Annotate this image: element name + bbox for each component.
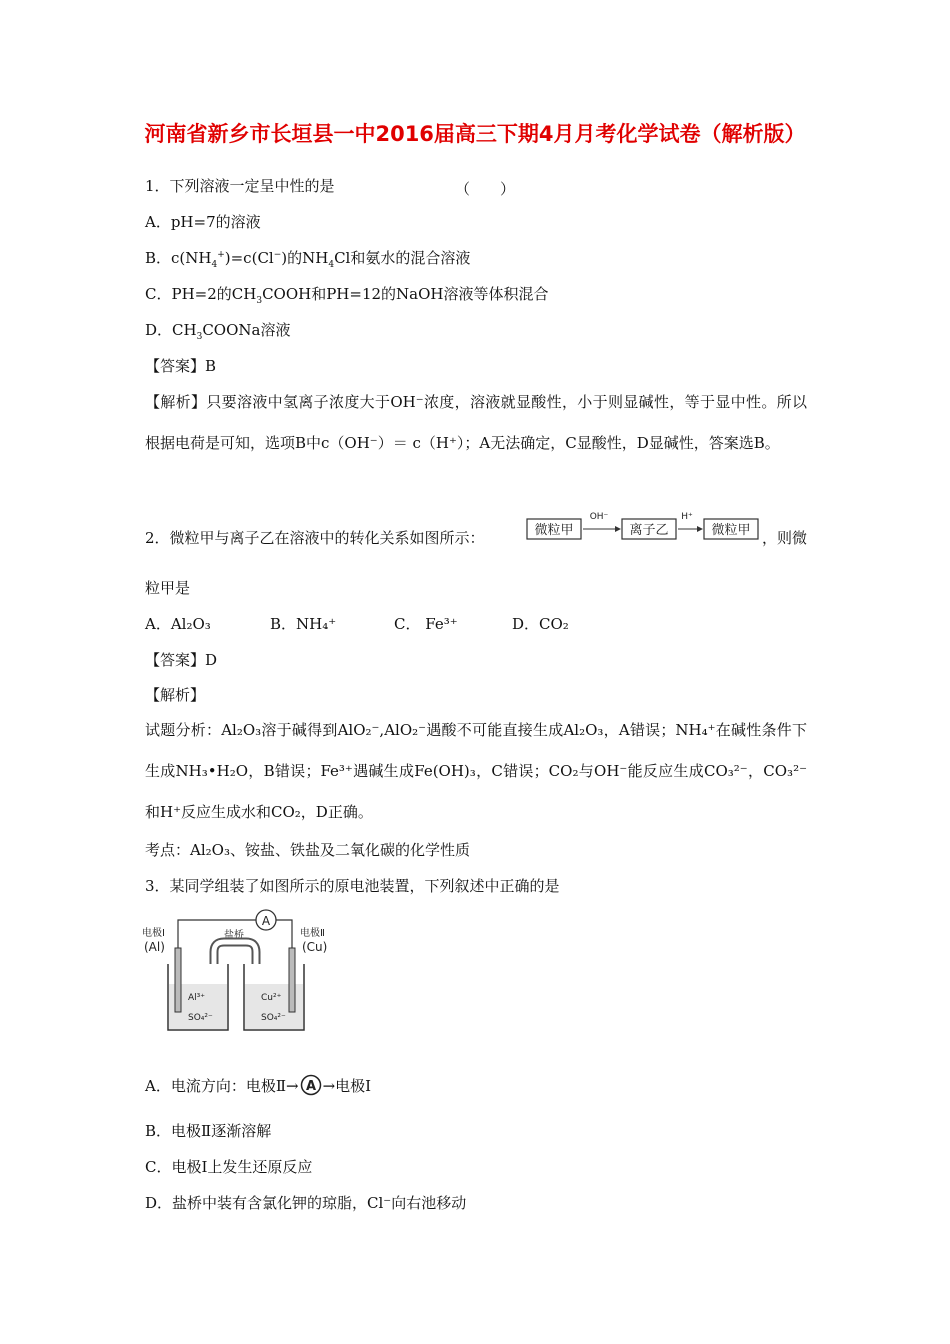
diagram-arrow-2-label: H⁺: [681, 512, 693, 522]
q3-option-c: C．电极Ⅰ上发生还原反应: [145, 1158, 313, 1176]
diagram-arrowhead-1: [615, 526, 621, 532]
q3-a-pre: A．电流方向：电极Ⅱ→: [145, 1077, 299, 1095]
q1-b-sub2: 4: [328, 260, 335, 270]
q2-option-a: A．Al₂O₃: [145, 615, 211, 633]
q2-option-d: D．CO₂: [512, 615, 569, 633]
ammeter-circle-letter: A: [305, 1079, 316, 1094]
ammeter-label: A: [261, 914, 271, 928]
salt-bridge-label: 盐桥: [224, 930, 244, 941]
q3-option-b: B．电极Ⅱ逐渐溶解: [145, 1122, 272, 1140]
conversion-diagram: [525, 507, 761, 543]
electrode-2-metal: (Cu): [302, 940, 328, 954]
electrode-2-rod: [289, 948, 295, 1012]
q1-c-sub: 3: [256, 296, 263, 306]
electrode-2-label: 电极Ⅱ: [300, 928, 325, 939]
q1-b-post: Cl和氨水的混合溶液: [334, 249, 471, 267]
left-ion-1: Al³⁺: [188, 993, 206, 1003]
q1-b-sub1: 4: [211, 260, 218, 270]
q1-b-pre: B．c(NH: [145, 249, 212, 267]
galvanic-cell-figure: [140, 906, 340, 1036]
diagram-arrow-1-label: OH⁻: [589, 512, 609, 522]
diagram-box-1-label: 微粒甲: [534, 523, 574, 538]
q2-option-b: B．NH₄⁺: [270, 615, 337, 633]
q1-d-post: COONa溶液: [202, 321, 291, 339]
right-ion-2: SO₄²⁻: [261, 1013, 286, 1023]
q2-stem-post: ，则微: [762, 529, 808, 547]
q1-c-pre: C．PH=2的CH: [145, 285, 257, 303]
q1-d-pre: D．CH: [145, 321, 197, 339]
q3-option-a: [145, 1074, 371, 1096]
ammeter-circle-icon: [300, 1074, 322, 1096]
q2-stem-pre: 2．微粒甲与离子乙在溶液中的转化关系如图所示：: [145, 529, 485, 547]
diagram-arrowhead-2: [697, 526, 703, 532]
electrode-1-metal: (Al): [144, 940, 165, 954]
q1-b-mid2: )的NH: [281, 249, 329, 267]
electrode-1-label: 电极Ⅰ: [142, 928, 165, 939]
q3-option-d: D．盐桥中装有含氯化钾的琼脂，Cl⁻向右池移动: [145, 1194, 467, 1212]
q1-analysis: 【解析】只要溶液中氢离子浓度大于OH⁻浓度，溶液就显酸性，小于则显碱性，等于显中性。所以根据电荷是可知，选项B中c（OH⁻）＝ c（H⁺）；A无法确定，C显酸性，D显碱性，答案选B。: [145, 393, 807, 452]
q1-b-sup2: −: [273, 250, 282, 260]
diagram-box-2-label: 离子乙: [629, 523, 669, 538]
q3-a-post: →电极Ⅰ: [322, 1077, 372, 1095]
q3-stem: 3．某同学组装了如图所示的原电池装置，下列叙述中正确的是: [145, 877, 560, 895]
q1-b-mid: )=c(Cl: [224, 249, 274, 267]
q1-option-b: [145, 248, 470, 268]
q1-option-c: [145, 284, 549, 304]
q2-analysis-head: 【解析】: [145, 686, 206, 704]
q1-stem: 1．下列溶液一定呈中性的是: [145, 177, 335, 195]
q1-answer-paren: （ ）: [455, 180, 516, 198]
q1-option-d: [145, 320, 290, 340]
q2-analysis: 试题分析：Al₂O₃溶于碱得到AlO₂⁻,AlO₂⁻遇酸不可能直接生成Al₂O₃，A错误；NH₄⁺在碱性条件下生成NH₃•H₂O，B错误；Fe³⁺遇碱生成Fe(OH)₃，C错误；CO₂与OH⁻能反应生成CO₃²⁻，CO₃²⁻和H⁺反应生成水和CO₂，D正确。: [145, 721, 807, 821]
q1-d-sub: 3: [196, 332, 203, 342]
diagram-box-3-label: 微粒甲: [711, 523, 751, 538]
electrode-1-rod: [175, 948, 181, 1012]
left-ion-2: SO₄²⁻: [188, 1013, 213, 1023]
page-title: 河南省新乡市长垣县一中2016届高三下期4月月考化学试卷（解析版）: [144, 122, 806, 146]
q1-b-sup1: +: [217, 250, 225, 260]
q1-c-post: COOH和PH=12的NaOH溶液等体积混合: [262, 285, 549, 303]
q1-answer: 【答案】B: [145, 357, 217, 375]
right-ion-1: Cu²⁺: [261, 993, 282, 1003]
q1-option-a: A．pH=7的溶液: [145, 213, 261, 231]
q2-kaodian: 考点：Al₂O₃、铵盐、铁盐及二氧化碳的化学性质: [145, 841, 470, 859]
q2-answer: 【答案】D: [145, 651, 218, 669]
q2-option-c: C． Fe³⁺: [394, 615, 458, 633]
q2-stem-line2: 粒甲是: [145, 579, 191, 597]
